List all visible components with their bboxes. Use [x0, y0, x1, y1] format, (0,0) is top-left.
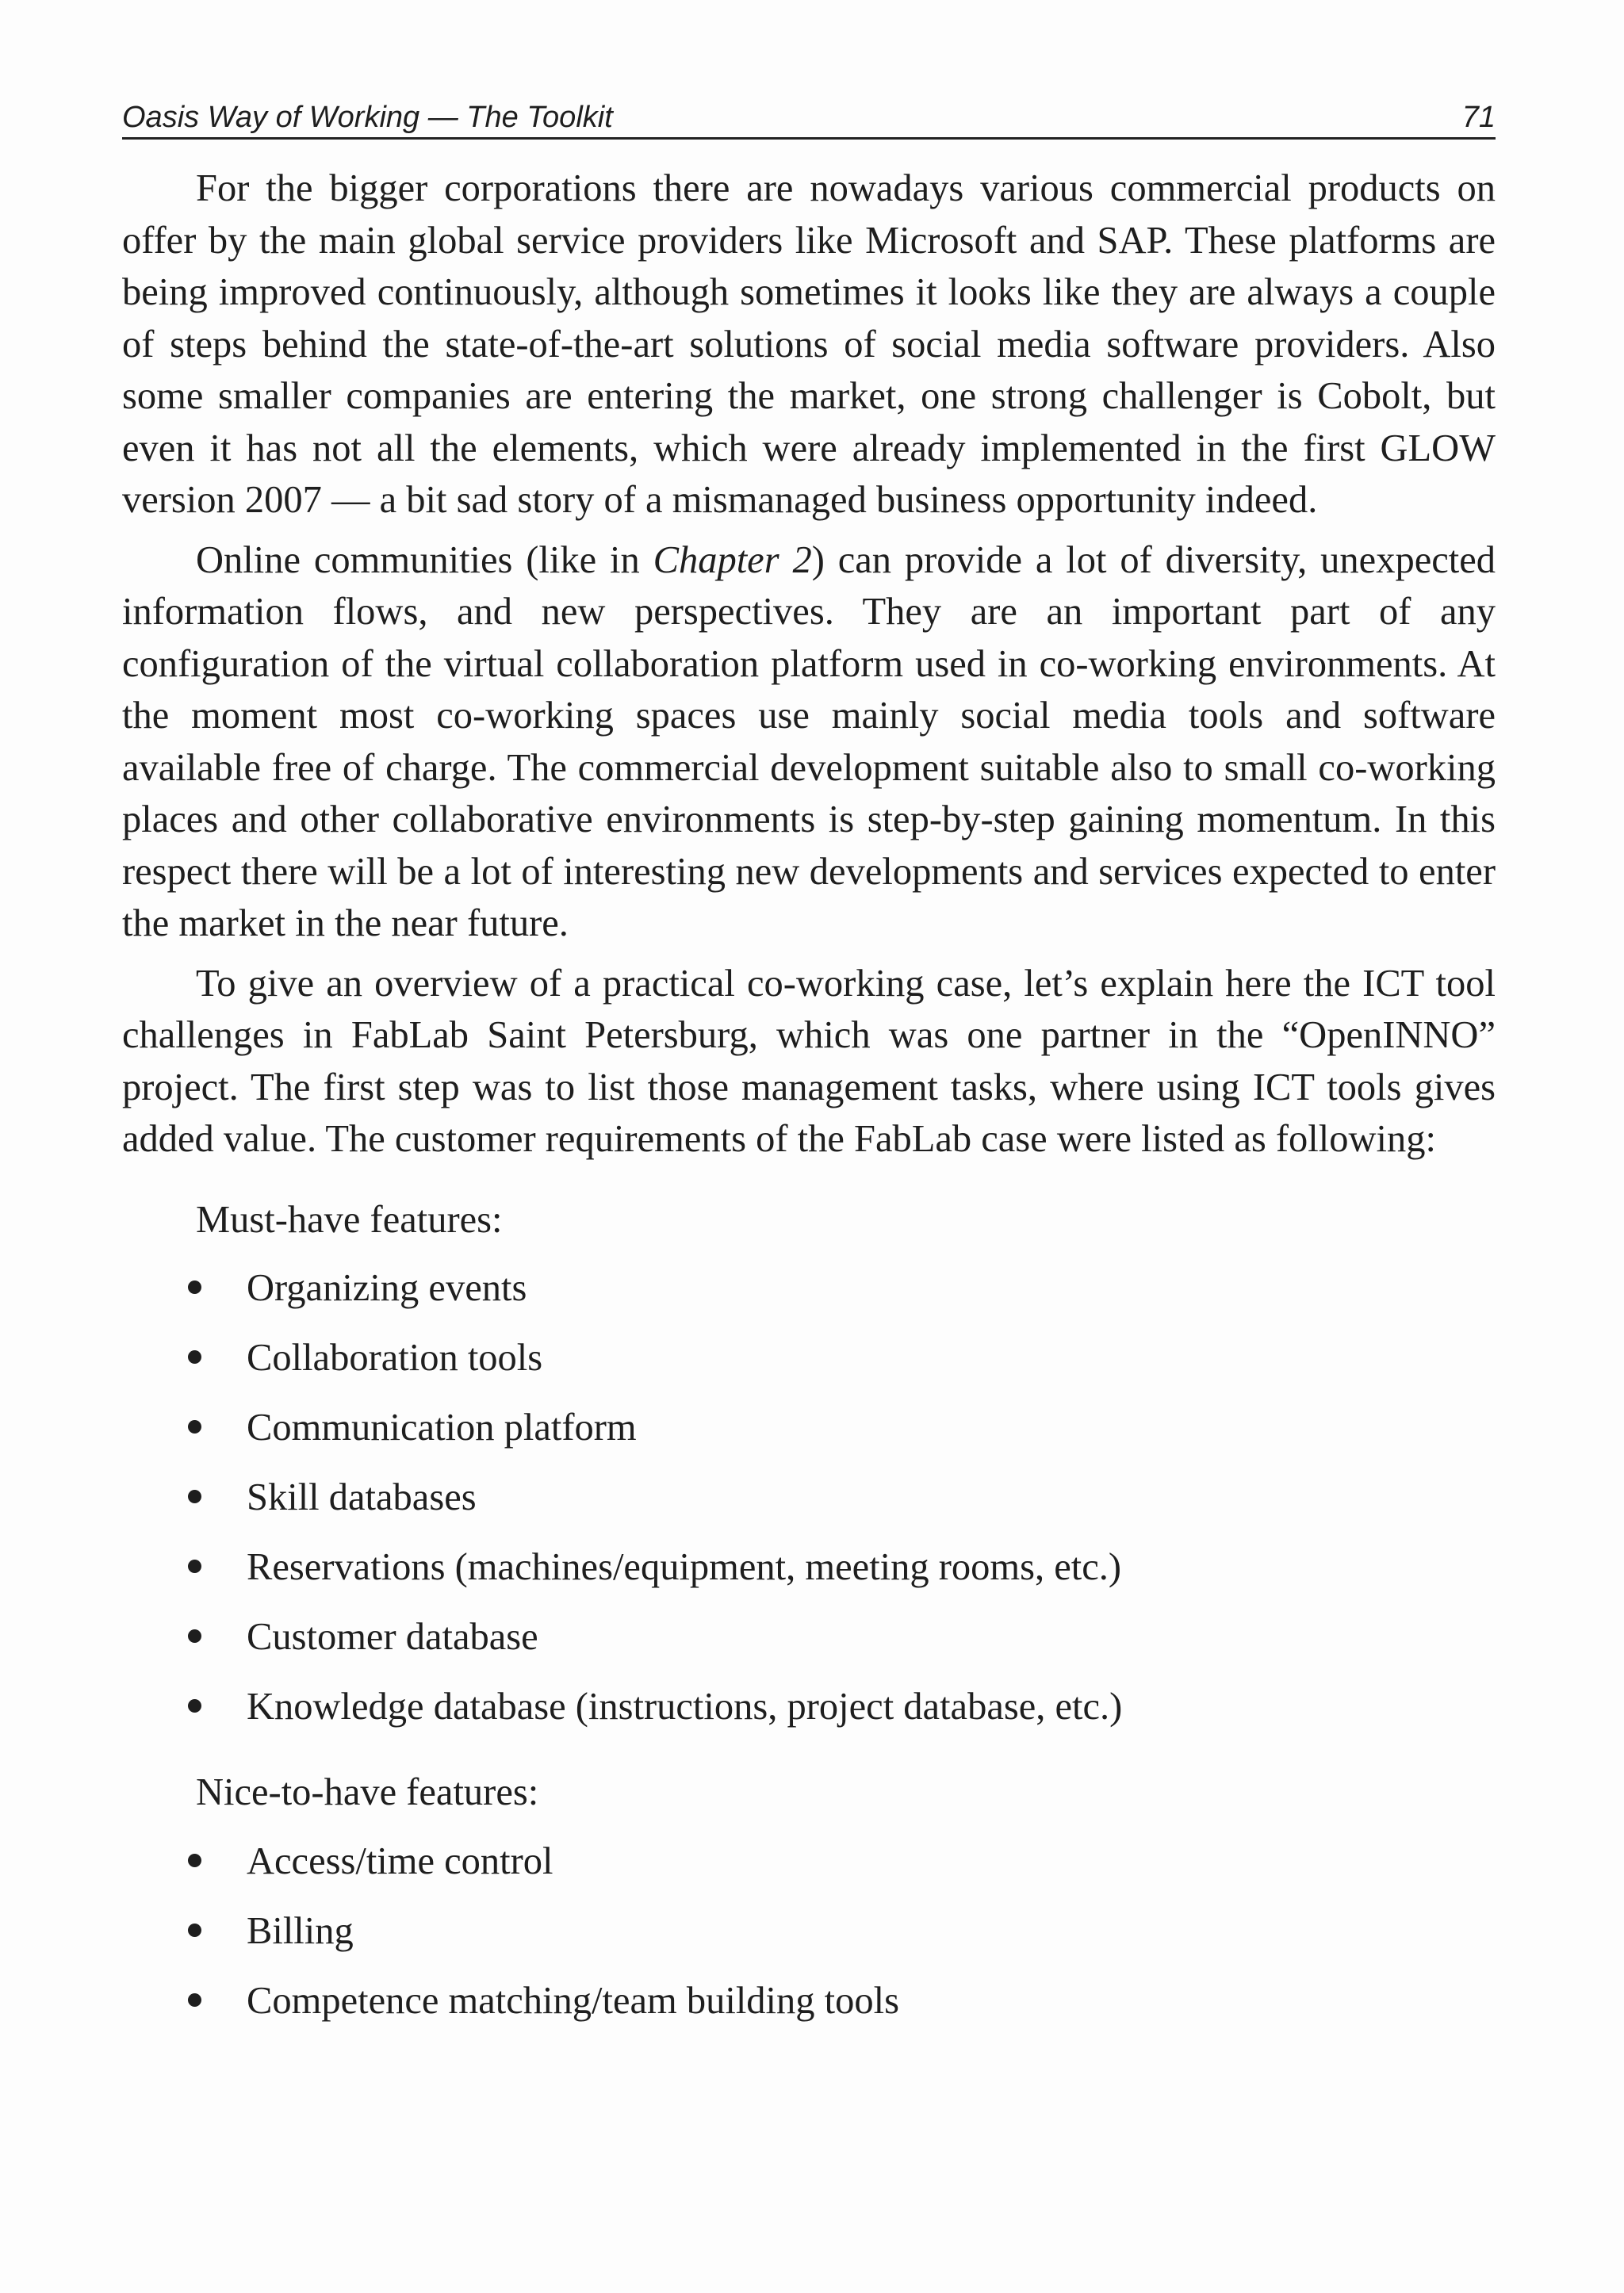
paragraph-2-start: Online communities (like in	[196, 538, 653, 581]
bullet-icon	[188, 1560, 201, 1573]
bullet-icon	[188, 1350, 201, 1364]
list-item-text: Customer database	[247, 1616, 538, 1658]
bullet-icon	[188, 1629, 201, 1643]
list-item	[122, 1836, 1496, 1905]
list-item-text: Competence matching/team building tools	[247, 1979, 899, 2022]
list-item-text: Knowledge database (instructions, project database, etc.)	[247, 1686, 1123, 1728]
running-title: Oasis Way of Working — The Toolkit	[122, 101, 613, 134]
list-item-text: Communication platform	[247, 1407, 637, 1449]
list-item-text: Collaboration tools	[247, 1337, 543, 1379]
list-item	[122, 1332, 1496, 1402]
bullet-icon	[188, 1924, 201, 1937]
list-item-text: Skill databases	[247, 1476, 477, 1518]
list-item	[122, 1472, 1496, 1541]
bullet-icon	[188, 1280, 201, 1294]
list-item-text: Reservations (machines/equipment, meeting rooms, etc.)	[247, 1546, 1122, 1588]
bullet-icon	[188, 1420, 201, 1434]
list-item-text: Organizing events	[247, 1267, 527, 1309]
running-header	[122, 101, 1496, 140]
page-number: 71	[1461, 101, 1496, 134]
must-have-list	[122, 1262, 1496, 1751]
paragraph-3: To give an overview of a practical co-working case, let’s explain here the ICT tool challenges in FabLab Saint Petersburg, which was one partner in the “OpenINNO” project. The first step was to list those management tasks, where using ICT tools gives added value. The customer requirements of the FabLab case were listed as following:	[122, 962, 1496, 1160]
nice-to-have-section	[122, 1767, 1496, 2045]
paragraph-2-end: ) can provide a lot of diversity, unexpected information flows, and new perspectives. They are an important part of any configuration of the virtual collaboration platform used in co-working environments. At the moment most co-working spaces use mainly social media tools and software available free of charge. The commercial development suitable also to small co-working places and other collaborative environments is step-by-step gaining momentum. In this respect there will be a lot of interesting new developments and services expected to enter the market in the near future.	[122, 538, 1496, 944]
bullet-icon	[188, 1490, 201, 1503]
paragraph-1: For the bigger corporations there are nowadays various commercial products on offer by the main global service providers like Microsoft and SAP. These platforms are being improved continuously, although sometimes it looks like they are always a couple of steps behind the state-of-the-art solutions of social media software providers. Also some smaller companies are entering the market, one strong challenger is Cobolt, but even it has not all the elements, which were already implemented in the first GLOW version 2007 — a bit sad story of a mismanaged business opportunity indeed.	[122, 167, 1496, 521]
must-have-section	[122, 1194, 1496, 1751]
nice-to-have-title: Nice-to-have features:	[196, 1771, 539, 1813]
list-item-text: Billing	[247, 1909, 354, 1952]
nice-to-have-list	[122, 1836, 1496, 2045]
list-item	[122, 1681, 1496, 1751]
bullet-icon	[188, 1993, 201, 2007]
list-item	[122, 1541, 1496, 1611]
list-item	[122, 1975, 1496, 2045]
bullet-icon	[188, 1699, 201, 1713]
must-have-title: Must-have features:	[196, 1198, 503, 1241]
page	[122, 101, 1496, 2045]
list-item-text: Access/time control	[247, 1839, 553, 1882]
bullet-icon	[188, 1854, 201, 1867]
list-item	[122, 1905, 1496, 1975]
body-text	[122, 163, 1496, 1166]
list-item	[122, 1611, 1496, 1681]
list-item	[122, 1262, 1496, 1332]
list-item	[122, 1402, 1496, 1472]
chapter-reference: Chapter 2	[653, 538, 812, 581]
paragraph-2	[122, 534, 1496, 950]
